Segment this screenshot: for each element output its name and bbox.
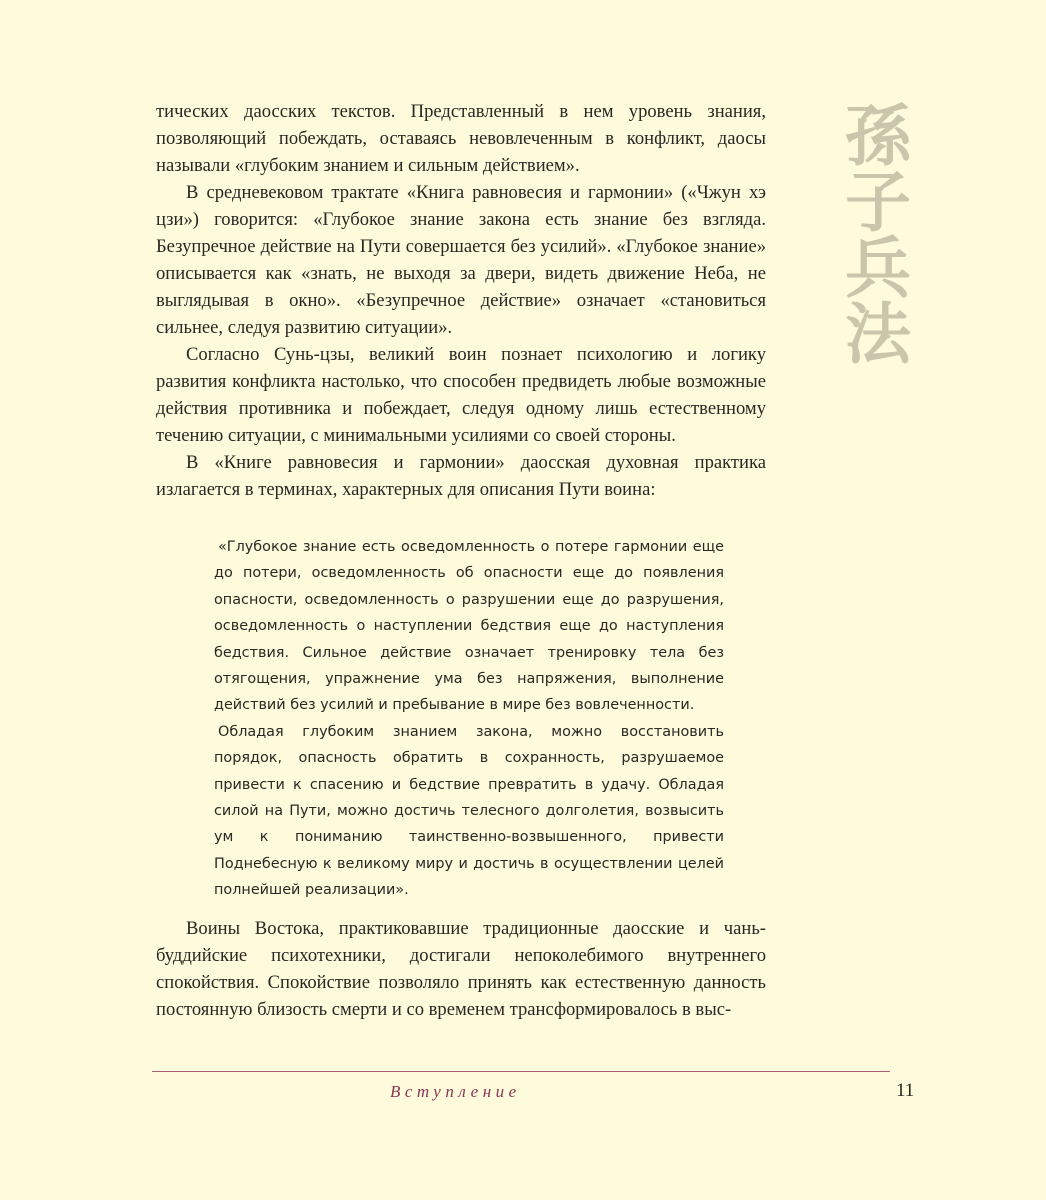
seal-char-4: 法 <box>845 296 911 373</box>
seal-char-3: 兵 <box>845 230 911 307</box>
footer-divider <box>152 1071 890 1072</box>
body-text-bottom <box>156 915 766 1023</box>
paragraph-treatise: В средневековом трактате «Книга равновесия и гармонии» («Чжун хэ цзи») говорится: «Глубокое знание закона есть знание без взгляда. Безупречное действие на Пути совершается без усилий». «Глубокое знание» описывается как «знать, не выходя за двери, видеть движение Неба, не выглядывая в окно». «Безупречное действие» означает «становиться сильнее, следуя развитию ситуации». <box>156 182 766 338</box>
seal-char-2: 子 <box>845 164 911 241</box>
running-footer-title: Вступление <box>390 1082 521 1101</box>
paragraph-continuation: тических даосских текстов. Представленный в нем уровень знания, позволяющий побеждать, оставаясь невовлеченным в конфликт, даосы называли «глубоким знанием и сильным действием». <box>156 101 766 176</box>
paragraph-book-intro: В «Книге равновесия и гармонии» даосская духовная практика излагается в терминах, характерных для описания Пути воина: <box>156 452 766 500</box>
paragraph-warriors: Воины Востока, практиковавшие традиционные даосские и чань-буддийские психотехники, достигали непоколебимого внутреннего спокойствия. Спокойствие позволяло принять как естественную данность постоянную близость смерти и со временем трансформировалось в выс- <box>156 918 766 1020</box>
chinese-title-seal <box>838 98 918 373</box>
block-quote <box>214 534 724 904</box>
page-number: 11 <box>896 1080 915 1101</box>
quote-paragraph-2: Обладая глубоким знанием закона, можно восстановить порядок, опасность обратить в сохранность, разрушаемое привести к спасению и бедствие превратить в удачу. Обладая силой на Пути, можно достичь телесного долголетия, возвысить ум к пониманию таинственно-возвышенного, привести Поднебесную к великому миру и достичь в осуществлении целей полнейшей реализации». <box>214 723 724 899</box>
body-text-top <box>156 98 766 503</box>
seal-char-1: 孫 <box>845 98 911 175</box>
quote-paragraph-1: «Глубокое знание есть осведомленность о потере гармонии еще до потери, осведомленность об опасности еще до появления опасности, осведомленность о разрушении еще до разрушения, осведомленность о наступлении бедствия еще до наступления бедствия. Сильное действие означает тренировку тела без отягощения, упражнение ума без напряжения, выполнение действий без усилий и пребывание в мире без вовлеченности. <box>214 539 724 714</box>
paragraph-sunzi: Согласно Сунь-цзы, великий воин познает психологию и логику развития конфликта настолько, что способен предвидеть любые возможные действия противника и побеждает, следуя одному лишь естественному течению ситуации, с минимальными усилиями со своей стороны. <box>156 344 766 446</box>
